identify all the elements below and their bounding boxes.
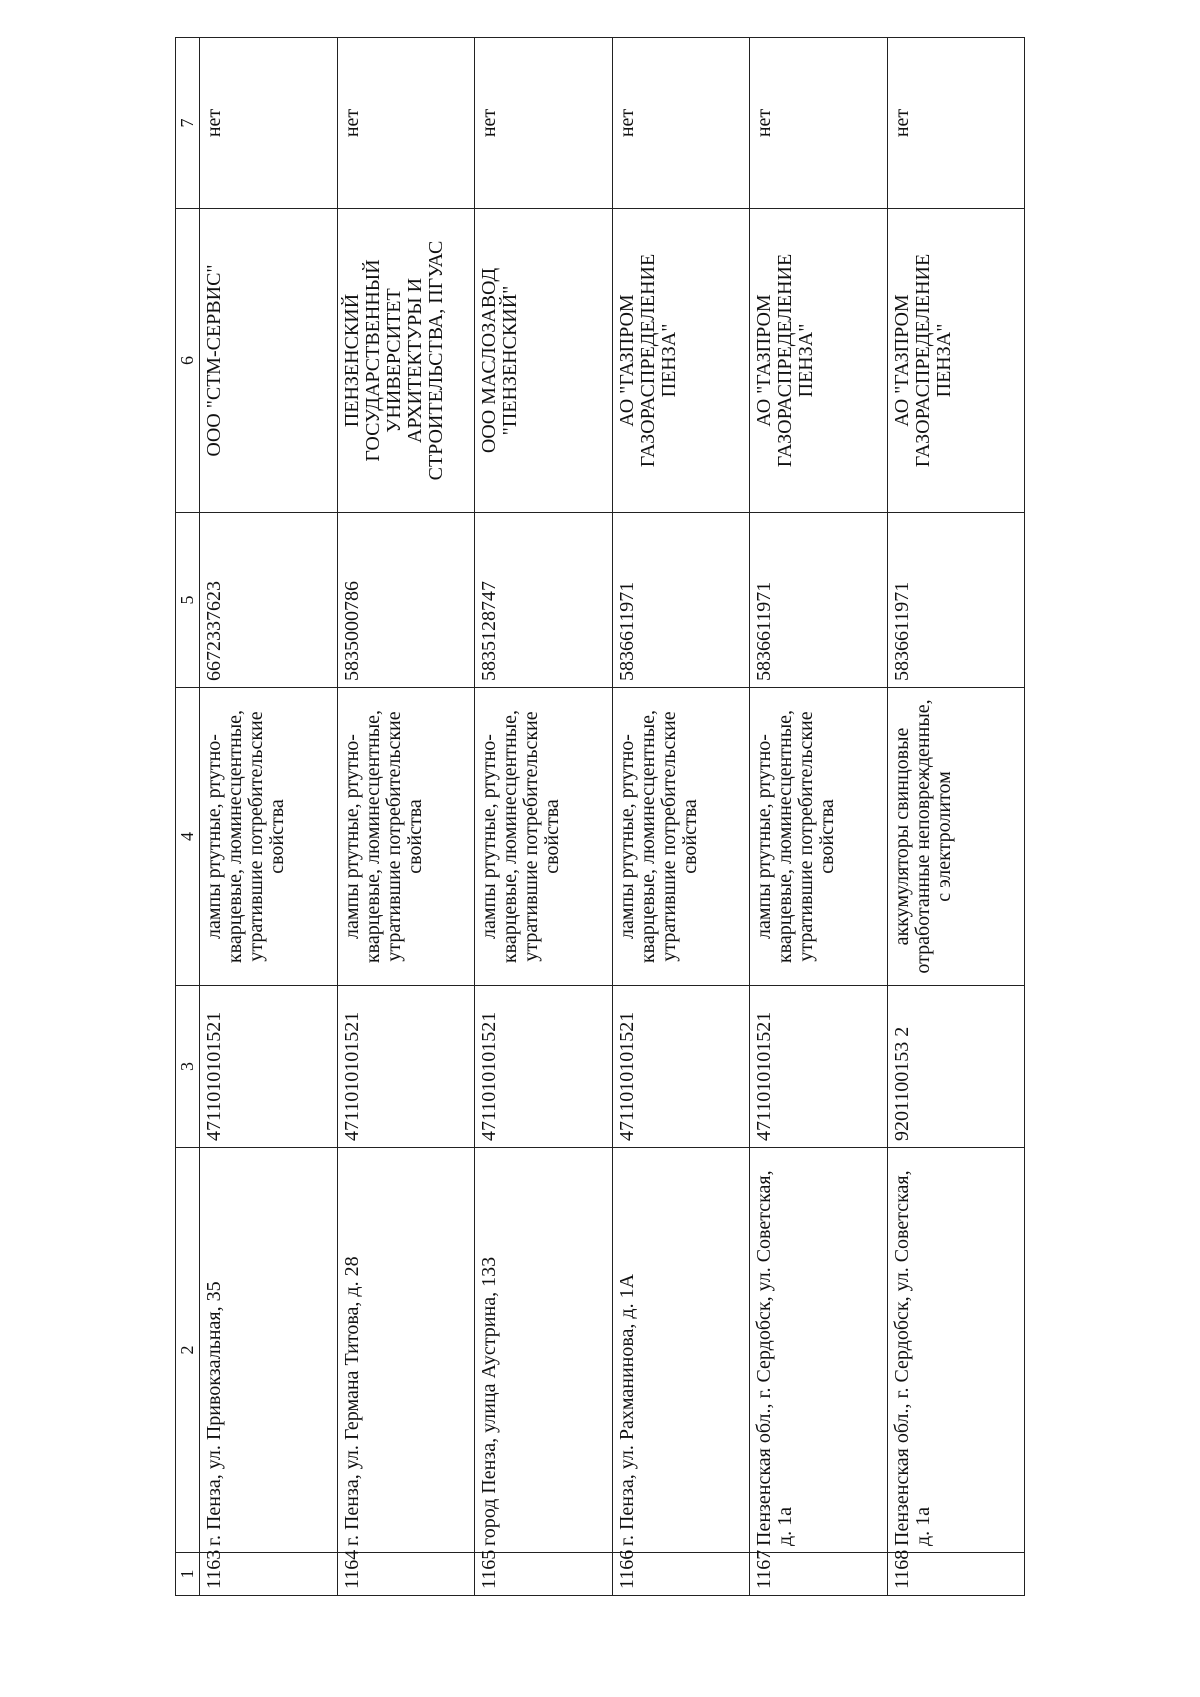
flag-cell: нет [612, 38, 750, 209]
row-number: 1164 [337, 1553, 475, 1596]
waste-code-cell: 4711010101521 [475, 986, 613, 1148]
waste-registry-table [175, 37, 1025, 1596]
header-cell: 1 [176, 1553, 200, 1596]
header-cell: 4 [176, 688, 200, 986]
table-row [475, 38, 613, 1596]
flag-cell: нет [337, 38, 475, 209]
waste-type-cell: лампы ртутные, ртутно-кварцевые, люминесцентные, утратившие потребительские свойства [750, 688, 888, 986]
waste-code-cell: 4711010101521 [612, 986, 750, 1148]
waste-type-cell: лампы ртутные, ртутно-кварцевые, люминесцентные, утратившие потребительские свойства [200, 688, 338, 986]
inn-cell: 5835128747 [475, 513, 613, 688]
waste-type-cell: лампы ртутные, ртутно-кварцевые, люминесцентные, утратившие потребительские свойства [612, 688, 750, 986]
table-row [750, 38, 888, 1596]
waste-type-cell: аккумуляторы свинцовые отработанные неповрежденные, с электролитом [887, 688, 1025, 986]
waste-code-cell: 4711010101521 [200, 986, 338, 1148]
table-row [612, 38, 750, 1596]
inn-cell: 5836611971 [612, 513, 750, 688]
inn-cell: 6672337623 [200, 513, 338, 688]
inn-cell: 5836611971 [750, 513, 888, 688]
organization-cell: ООО МАСЛОЗАВОД "ПЕНЗЕНСКИЙ" [475, 209, 613, 513]
address-cell: г. Пенза, ул. Привокзальная, 35 [200, 1148, 338, 1553]
waste-type-cell: лампы ртутные, ртутно-кварцевые, люминесцентные, утратившие потребительские свойства [337, 688, 475, 986]
rotated-page [175, 38, 1025, 1596]
header-cell: 2 [176, 1148, 200, 1553]
flag-cell: нет [475, 38, 613, 209]
waste-code-cell: 4711010101521 [750, 986, 888, 1148]
address-cell: г. Пенза, ул. Германа Титова, д. 28 [337, 1148, 475, 1553]
header-row [176, 38, 200, 1596]
row-number: 1165 [475, 1553, 613, 1596]
flag-cell: нет [887, 38, 1025, 209]
address-cell: г. Пенза, ул. Рахманинова, д. 1А [612, 1148, 750, 1553]
table-row [887, 38, 1025, 1596]
inn-cell: 5836611971 [887, 513, 1025, 688]
row-number: 1166 [612, 1553, 750, 1596]
flag-cell: нет [200, 38, 338, 209]
organization-cell: ПЕНЗЕНСКИЙ ГОСУДАРСТВЕННЫЙ УНИВЕРСИТЕТ АРХИТЕКТУРЫ И СТРОИТЕЛЬСТВА, ПГУАС [337, 209, 475, 513]
header-cell: 3 [176, 986, 200, 1148]
organization-cell: ООО "СТМ-СЕРВИС" [200, 209, 338, 513]
header-cell: 5 [176, 513, 200, 688]
row-number: 1163 [200, 1553, 338, 1596]
inn-cell: 5835000786 [337, 513, 475, 688]
address-cell: Пензенская обл., г. Сердобск, ул. Советская, д. 1а [887, 1148, 1025, 1553]
organization-cell: АО "ГАЗПРОМ ГАЗОРАСПРЕДЕЛЕНИЕ ПЕНЗА" [612, 209, 750, 513]
address-cell: Пензенская обл., г. Сердобск, ул. Советская, д. 1а [750, 1148, 888, 1553]
waste-code-cell: 9201100153 2 [887, 986, 1025, 1148]
organization-cell: АО "ГАЗПРОМ ГАЗОРАСПРЕДЕЛЕНИЕ ПЕНЗА" [750, 209, 888, 513]
row-number: 1167 [750, 1553, 888, 1596]
table-row [200, 38, 338, 1596]
table-row [337, 38, 475, 1596]
header-cell: 6 [176, 209, 200, 513]
organization-cell: АО "ГАЗПРОМ ГАЗОРАСПРЕДЕЛЕНИЕ ПЕНЗА" [887, 209, 1025, 513]
flag-cell: нет [750, 38, 888, 209]
waste-type-cell: лампы ртутные, ртутно-кварцевые, люминесцентные, утратившие потребительские свойства [475, 688, 613, 986]
header-cell: 7 [176, 38, 200, 209]
waste-code-cell: 4711010101521 [337, 986, 475, 1148]
row-number: 1168 [887, 1553, 1025, 1596]
address-cell: город Пенза, улица Аустрина, 133 [475, 1148, 613, 1553]
